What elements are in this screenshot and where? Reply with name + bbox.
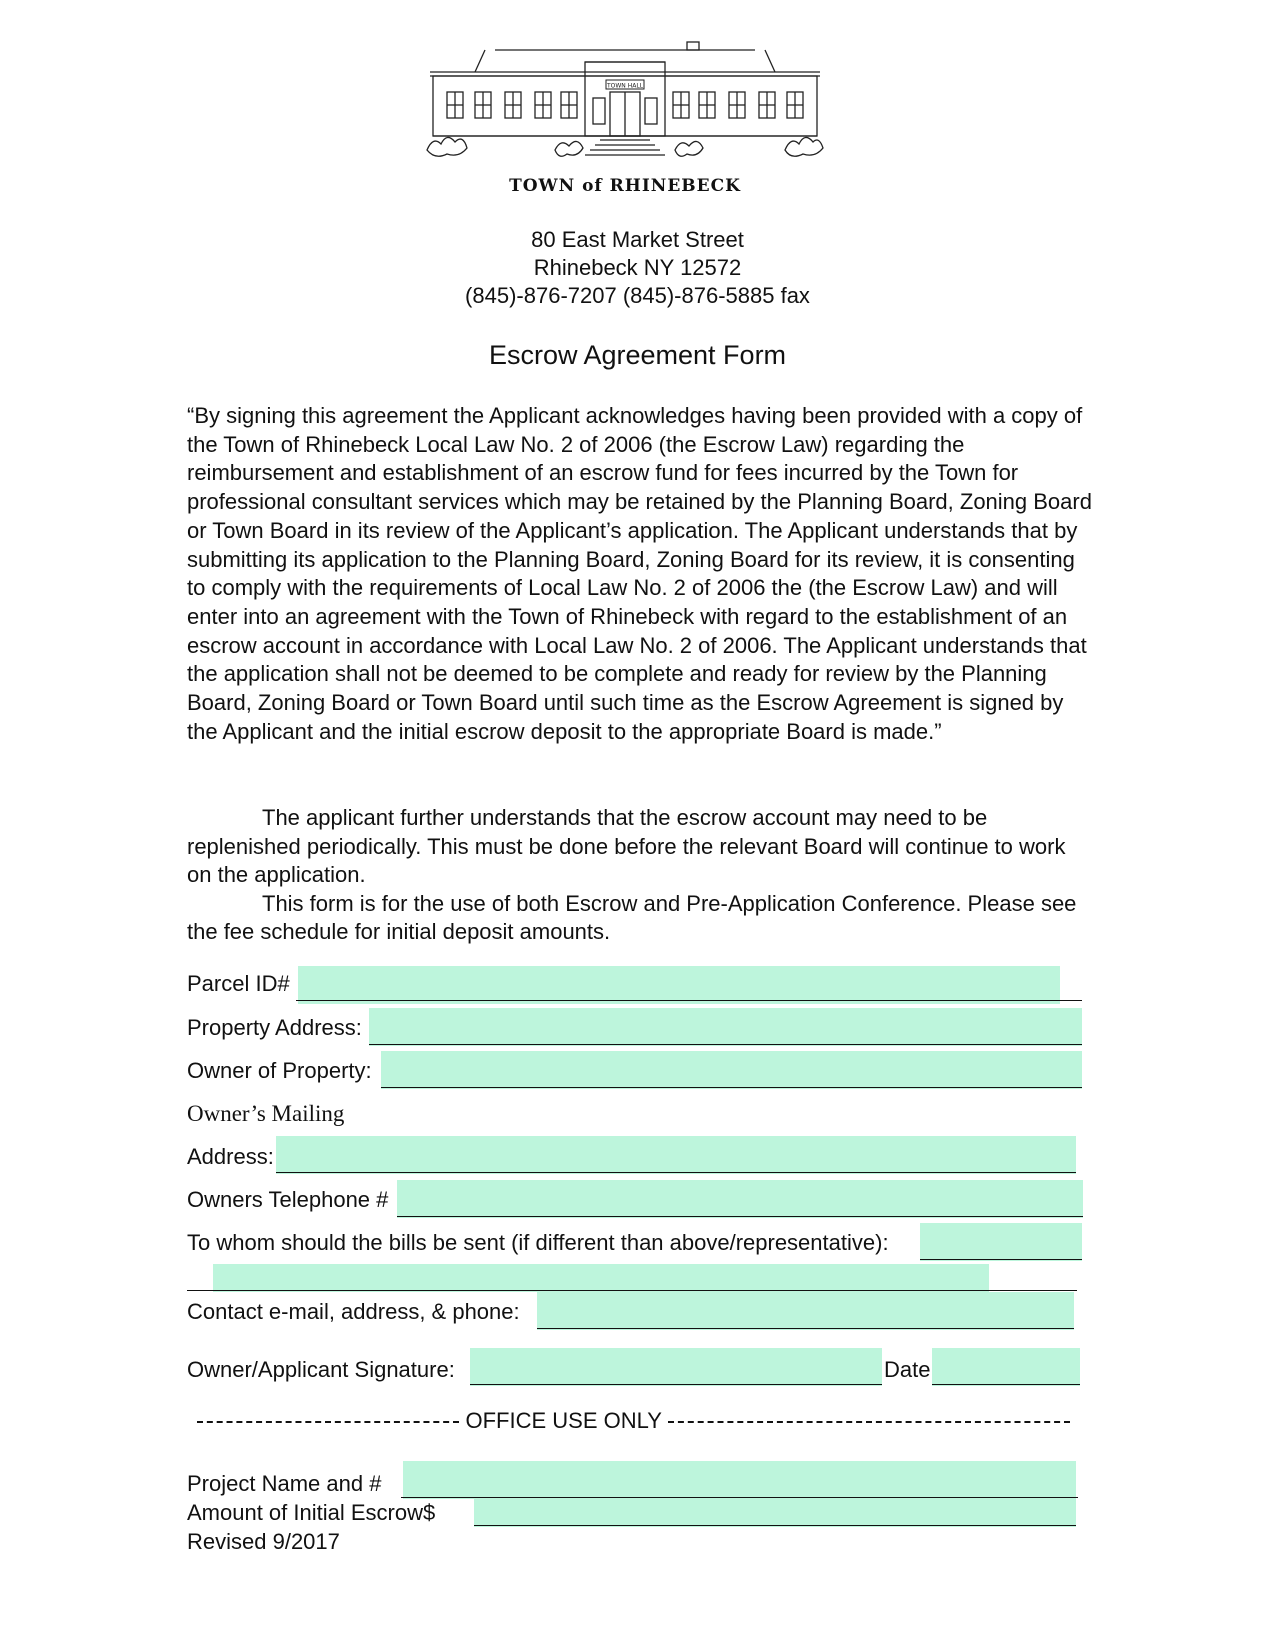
- date-field[interactable]: [932, 1348, 1080, 1386]
- mailing-address-underline: [276, 1172, 1076, 1173]
- contact-field[interactable]: [537, 1292, 1074, 1330]
- revised-date: Revised 9/2017: [187, 1529, 340, 1554]
- mailing-address-label: Address:: [187, 1144, 274, 1169]
- parcel-id-underline: [296, 1000, 1082, 1001]
- bills-continuation-field[interactable]: [213, 1264, 989, 1292]
- svg-text:TOWN HALL: TOWN HALL: [606, 82, 644, 90]
- mailing-address-field[interactable]: [276, 1136, 1076, 1174]
- divider-left: [197, 1421, 459, 1423]
- parcel-id-label: Parcel ID#: [187, 971, 290, 996]
- phone-fax-line: (845)-876-7207 (845)-876-5885 fax: [465, 283, 810, 308]
- signature-underline: [470, 1384, 882, 1385]
- address-line-1: 80 East Market Street: [531, 227, 744, 252]
- project-label: Project Name and #: [187, 1471, 382, 1496]
- mailing-label: Owner’s Mailing: [187, 1101, 345, 1126]
- town-hall-logo: [425, 40, 825, 196]
- owner-field[interactable]: [381, 1051, 1082, 1089]
- contact-underline: [537, 1328, 1074, 1329]
- telephone-underline: [397, 1216, 1083, 1217]
- project-field[interactable]: [403, 1461, 1076, 1499]
- telephone-field[interactable]: [397, 1180, 1083, 1218]
- bills-label: To whom should the bills be sent (if different than above/representative):: [187, 1230, 889, 1255]
- property-address-field[interactable]: [369, 1008, 1082, 1046]
- bills-underline: [920, 1259, 1082, 1260]
- bills-field[interactable]: [920, 1223, 1082, 1261]
- telephone-label: Owners Telephone #: [187, 1187, 389, 1212]
- logo-wordmark: TOWN of RHINEBECK: [509, 176, 741, 196]
- replenish-paragraph: The applicant further understands that the escrow account may need to be replenished periodically. This must be done before the relevant Board will continue to work on the application.: [187, 805, 1066, 887]
- owner-underline: [381, 1087, 1082, 1088]
- fee-schedule-paragraph: This form is for the use of both Escrow and Pre-Application Conference. Please see the fee schedule for initial deposit amounts.: [187, 890, 1077, 944]
- divider-right: [668, 1421, 1070, 1423]
- escrow-field[interactable]: [474, 1499, 1076, 1527]
- date-underline: [932, 1384, 1080, 1385]
- office-use-heading: OFFICE USE ONLY: [465, 1408, 662, 1433]
- property-address-underline: [369, 1044, 1082, 1045]
- contact-label: Contact e-mail, address, & phone:: [187, 1299, 520, 1324]
- town-hall-drawing-icon: [425, 40, 825, 175]
- parcel-id-field[interactable]: [298, 966, 1060, 1004]
- signature-label: Owner/Applicant Signature:: [187, 1357, 455, 1382]
- property-address-label: Property Address:: [187, 1015, 362, 1040]
- office-use-divider: [187, 1408, 1080, 1434]
- additional-terms: [187, 804, 1092, 947]
- escrow-label: Amount of Initial Escrow$: [187, 1500, 436, 1525]
- form-title: Escrow Agreement Form: [488, 340, 787, 370]
- project-underline: [401, 1497, 1078, 1498]
- agreement-paragraph: “By signing this agreement the Applicant acknowledges having been provided with a copy of the Town of Rhinebeck Local Law No. 2 of 2006 (the Escrow Law) regarding the reimbursement and establishment of an escrow fund for fees incurred by the Town for professional consultant services which may be retained by the Planning Board, Zoning Board or Town Board in its review of the Applicant’s application. The Applicant understands that by submitting its application to the Planning Board, Zoning Board for its review, it is consenting to comply with the requirements of Local Law No. 2 of 2006 the (the Escrow Law) and will enter into an agreement with the Town of Rhinebeck with regard to the establishment of an escrow account in accordance with Local Law No. 2 of 2006. The Applicant understands that the application shall not be deemed to be complete and ready for review by the Planning Board, Zoning Board or Town Board until such time as the Escrow Agreement is signed by the Applicant and the initial escrow deposit to the appropriate Board is made.”: [187, 403, 1092, 744]
- escrow-underline: [474, 1525, 1076, 1526]
- signature-field[interactable]: [470, 1348, 882, 1386]
- owner-label: Owner of Property:: [187, 1058, 372, 1083]
- date-label: Date: [884, 1357, 931, 1382]
- address-line-2: Rhinebeck NY 12572: [533, 255, 742, 280]
- bills-continuation-underline: [187, 1290, 1077, 1291]
